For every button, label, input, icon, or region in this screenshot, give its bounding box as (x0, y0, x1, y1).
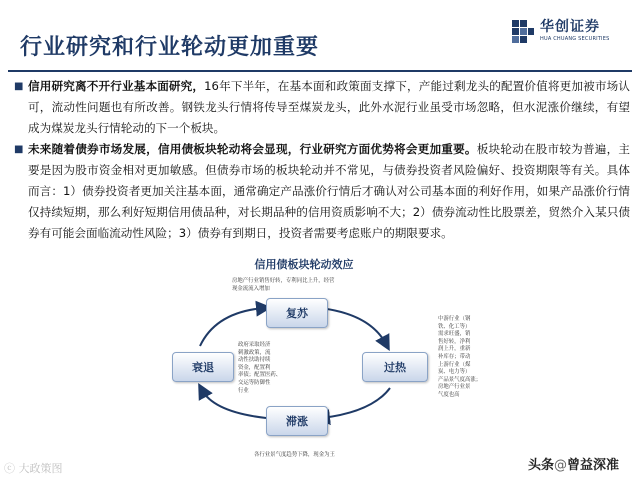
slide-title: 行业研究和行业轮动更加重要 (20, 35, 320, 60)
square-bullet-icon: ■ (14, 144, 24, 155)
paragraph-text (28, 76, 630, 139)
logo-chinese-text: 华创证券 (540, 19, 600, 35)
text-body (14, 76, 630, 244)
phase-overheat: 过热 (362, 352, 428, 382)
paragraph-body: 板块轮动在股市较为普遍，主要是因为股市资金相对更加敏感。但债券市场的板块轮动并不常见，与债券投资者风险偏好、投资期限等有关。具体而言：1）债券投资者更加关注基本面，通常确定产品涨价行情后才确认对公司基本面的利好作用，如果产品涨价行情仅持续短期，那么利好短期信用债品种，对长期品种的信用资质影响不大；2）债券流动性比股票差，贸然介入某只债券有可能会面临流动性风险；3）债券有到期日，投资者需要考虑账户的期限要求。 (28, 142, 630, 240)
watermark-right (528, 454, 619, 473)
company-logo (510, 14, 630, 50)
logo-mark-icon (510, 16, 536, 46)
rotation-cycle-diagram (150, 252, 500, 474)
header-divider (8, 70, 632, 72)
note-recession: 政府采取经济 刺激政策，流 动性扶助持续 资金，配置利 率债；配置医药、 交运等防御性 行业 (238, 342, 282, 394)
slide-header (0, 0, 640, 68)
arrow-top-right (320, 308, 386, 344)
logo-english-text: HUA CHUANG SECURITIES (540, 36, 610, 42)
watermark-prefix: 头条 (528, 458, 555, 473)
square-bullet-icon: ■ (14, 81, 24, 92)
paragraph-1 (14, 76, 630, 139)
paragraph-2 (14, 139, 630, 244)
phase-recovery: 复苏 (266, 298, 328, 328)
diagram-title: 信用债板块轮动效应 (254, 258, 354, 271)
paragraph-lead: 信用研究离不开行业基本面研究， (28, 79, 205, 93)
phase-stagflation: 滞涨 (266, 406, 328, 436)
phase-recession: 衰退 (172, 352, 234, 382)
note-overheat: 中游行业（钢 铁、化工等） 需求旺盛，销 售好转，净利 润上升，重新 补库存；带动 上游行业（煤 炭、电力等） 产品景气度高涨； 房地产行业景 气度也高 (438, 316, 482, 398)
paragraph-text (28, 139, 630, 244)
at-icon: @ (554, 458, 568, 473)
paragraph-body: 16年下半年，在基本面和政策面支撑下，产能过剩龙头的配置价值将更加被市场认可，流动性问题也有所改善。钢铁龙头行情将传导至煤炭龙头，此外水泥行业虽受市场忽略，但水泥涨价继续，有望成为煤炭龙头行情轮动的下一个板块。 (28, 79, 630, 135)
arrow-right-bottom (322, 388, 390, 418)
paragraph-lead: 未来随着债券市场发展，信用债板块轮动将会显现，行业研究方面优势将会更加重要。 (28, 142, 477, 156)
watermark-name: 曾益深准 (567, 458, 620, 473)
watermark-left: ⓒ 大政策图 (4, 462, 63, 475)
arrow-left-top (200, 308, 264, 346)
note-stagflation: 各行业景气度趋势下降，现金为王 (254, 452, 335, 458)
note-recovery: 房地产行业销售好转，专利同比上升，经营 现金流流入增加 (232, 278, 335, 292)
